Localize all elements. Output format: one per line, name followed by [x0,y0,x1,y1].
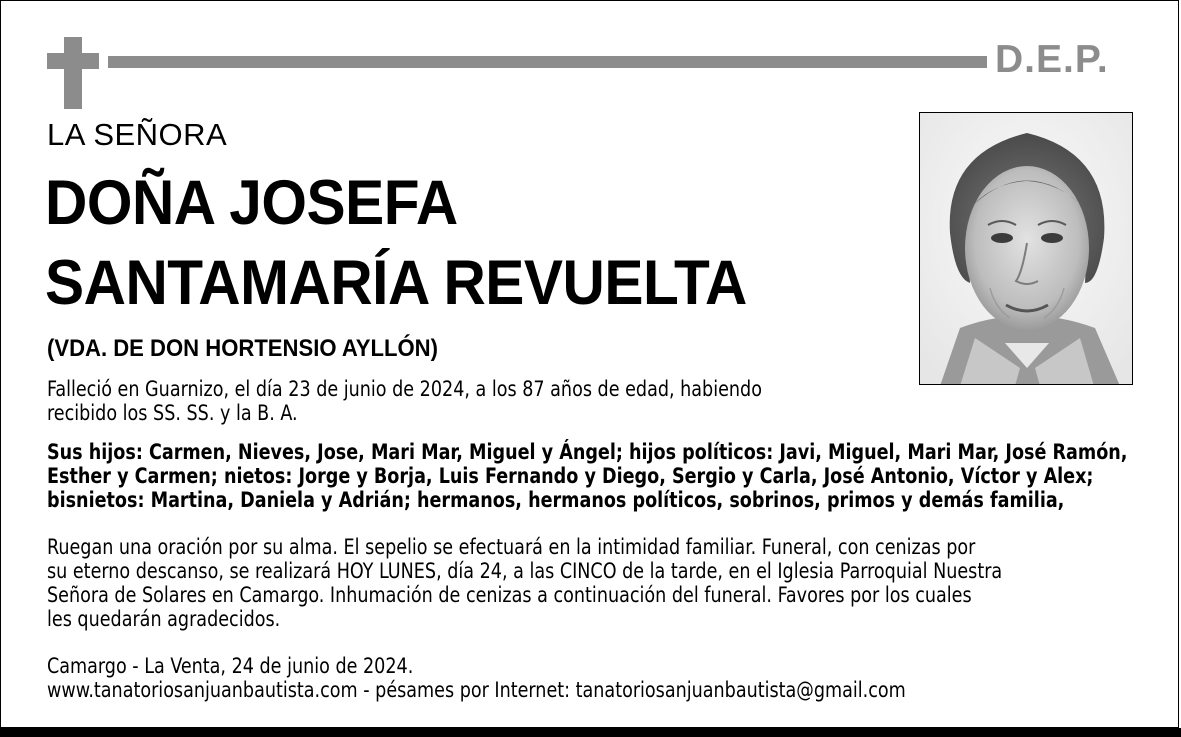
contact-info: www.tanatoriosanjuanbautista.com - pésames por Internet: tanatoriosanjuanbautista@gmail.com [47,678,906,702]
family-line: Esther y Carmen; nietos: Jorge y Borja, Luis Fernando y Diego, Sergio y Carla, José Antonio, Víctor y Alex; [47,464,1094,488]
deceased-name-line1: DOÑA JOSEFA [45,168,458,238]
deceased-name-line2: SANTAMARÍA REVUELTA [45,248,747,318]
service-line: Señora de Solares en Camargo. Inhumación de cenizas a continuación del funeral. Favores por los cuales [47,583,972,607]
service-line: su eterno descanso, se realizará HOY LUNES, día 24, a las CINCO de la tarde, en el Iglesia Parroquial Nuestra [47,559,1003,583]
service-details [47,535,1074,631]
dep-label: D.E.P. [995,38,1109,81]
portrait-photo [919,112,1133,385]
bottom-border [0,728,1181,737]
place-date: Camargo - La Venta, 24 de junio de 2024. [47,654,414,678]
family-line: Sus hijos: Carmen, Nieves, Jose, Mari Mar, Miguel y Ángel; hijos políticos: Javi, Miguel, Mari Mar, José Ramón, [47,440,1128,464]
honorific: LA SEÑORA [47,117,228,152]
family-line: bisnietos: Martina, Daniela y Adrián; hermanos, hermanos políticos, sobrinos, primos y demás familia, [47,488,1065,512]
death-notice-line: Falleció en Guarnizo, el día 23 de junio de 2024, a los 87 años de edad, habiendo [47,377,762,401]
family-list [47,440,1181,512]
service-line: Ruegan una oración por su alma. El sepelio se efectuará en la intimidad familiar. Funeral, con cenizas por [47,535,976,559]
death-notice-line: recibido los SS. SS. y la B. A. [47,401,298,425]
widow-of: (VDA. DE DON HORTENSIO AYLLÓN) [47,335,438,362]
header-rule [108,56,987,68]
footer [47,654,970,702]
service-line: les quedarán agradecidos. [47,607,281,631]
death-notice [47,377,816,425]
